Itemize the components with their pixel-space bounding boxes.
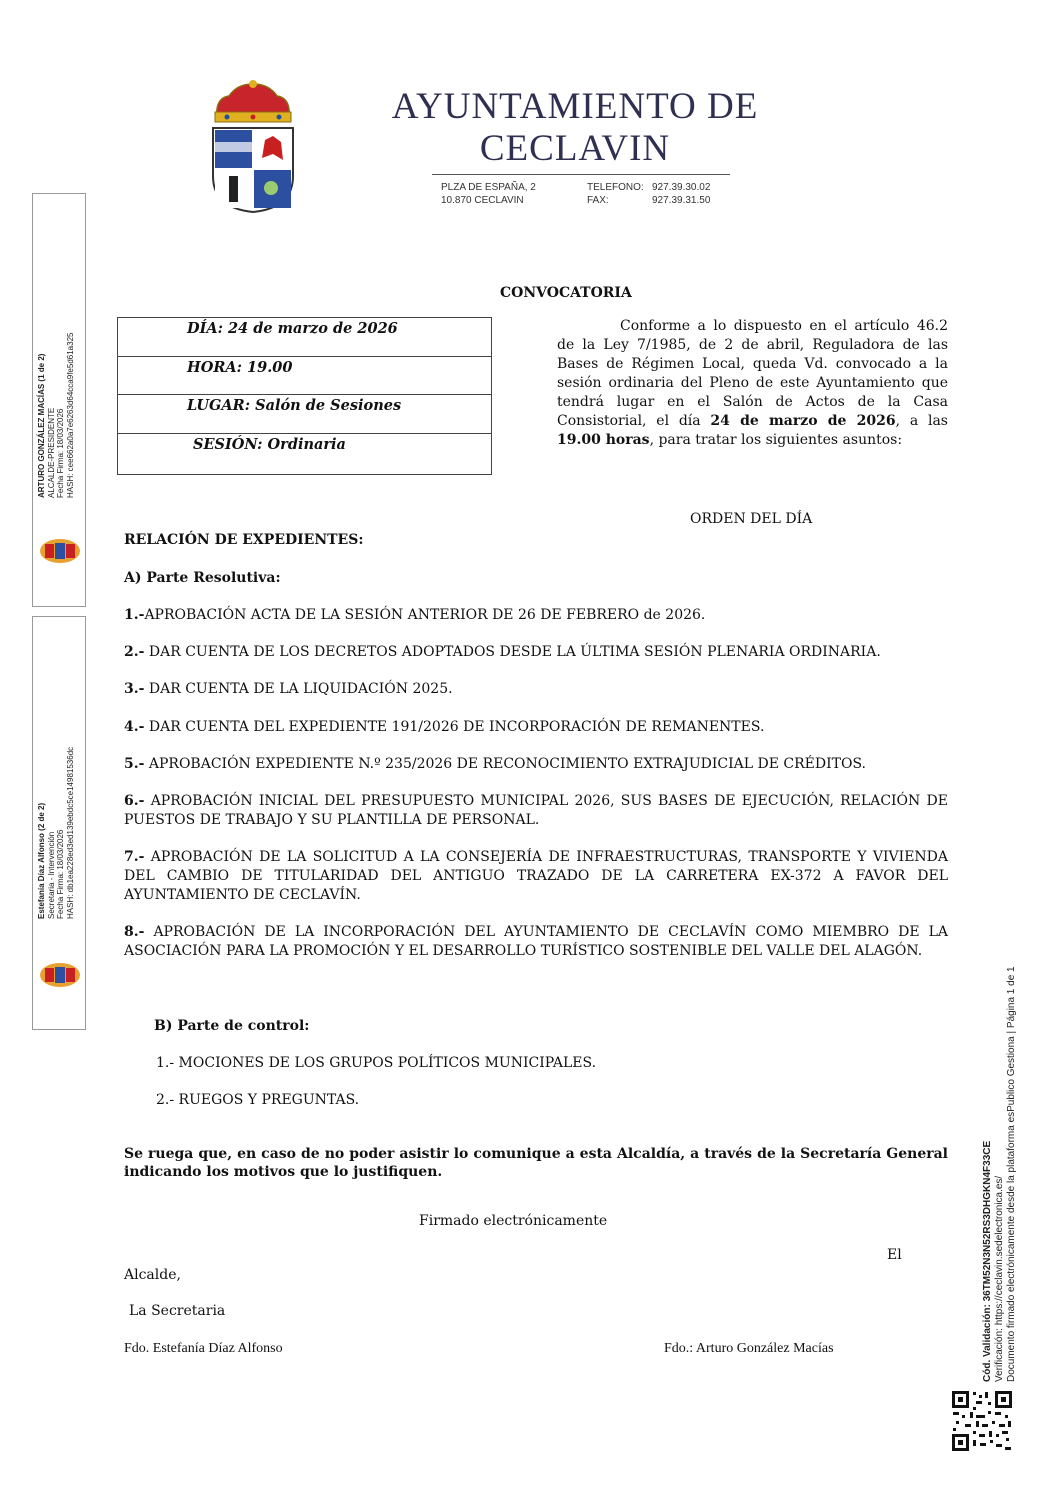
stamp-1-logo [39,538,81,564]
intro-part-3: , para tratar los siguientes asuntos: [649,432,903,448]
address-line-1: PLZA DE ESPAÑA, 2 [441,182,536,193]
stamp-2-name: Estefanía Díaz Alfonso (2 de 2) [37,802,46,919]
parte-b-heading: B) Parte de control: [154,1018,310,1034]
fdo-secretaria: Fdo. Estefanía Díaz Alfonso [124,1341,283,1356]
stamp-1-name: ARTURO GONZÁLEZ MACÍAS (1 de 2) [37,353,46,498]
address-line-2: 10.870 CECLAVIN [441,195,524,206]
stamp-2-role: Secretaria - Intervención [46,831,56,919]
intro-paragraph [557,317,948,450]
coat-of-arms-logo [207,80,299,214]
item-text: APROBACIÓN ACTA DE LA SESIÓN ANTERIOR DE 26 DE FEBRERO de 2026. [144,607,706,623]
validation-url: Verificación: https://ceclavin.sedelectronica.es/ [994,1175,1005,1382]
title-line-1: AYUNTAMIENTO DE [391,86,759,127]
info-row-lugar: LUGAR: Salón de Sesiones [118,395,491,434]
stamp-1-hash: HASH: cee662a0a7e6263d64cca9fe5d61a325 [65,332,75,498]
item-number: 2.- [124,644,145,660]
el-label: El [887,1247,902,1263]
agenda-item-1 [124,606,948,625]
agenda-item-8 [124,923,948,961]
signature-stamp-2 [32,616,86,1030]
header-divider [432,174,730,175]
agenda-item-7 [124,848,948,906]
info-row-dia: DÍA: 24 de marzo de 2026 [118,318,491,357]
phone-number: 927.39.30.02 [652,182,711,193]
validation-platform: Documento firmado electrónicamente desde la plataforma esPublico Gestiona | Página 1 de 1 [1006,966,1017,1382]
signature-stamp-1 [32,193,86,607]
validation-code: Cód. Validación: 36TM52N3N52RS3DHGKN4F33CE [982,1140,993,1382]
title-line-2: CECLAVIN [479,128,671,169]
intro-time: 19.00 horas [557,432,650,448]
stamp-1-date: Fecha Firma: 18/03/2026 [56,408,65,498]
ruego-paragraph: Se ruega que, en caso de no poder asistir lo comunique a esta Alcaldía, a través de la Secretaría General indicando los motivos que lo justifiquen. [124,1146,948,1180]
info-row-hora: HORA: 19.00 [118,357,491,396]
agenda-item-5 [124,755,948,774]
agenda-item-3 [124,680,948,699]
item-text: DAR CUENTA DE LOS DECRETOS ADOPTADOS DESDE LA ÚLTIMA SESIÓN PLENARIA ORDINARIA. [144,644,881,660]
stamp-2-text [37,747,75,919]
fdo-alcalde: Fdo.: Arturo González Macías [664,1341,834,1356]
item-number: 3.- [124,681,145,697]
item-text: DAR CUENTA DEL EXPEDIENTE 191/2026 DE INCORPORACIÓN DE REMANENTES. [144,719,765,735]
control-item-1: 1.- MOCIONES DE LOS GRUPOS POLÍTICOS MUNICIPALES. [156,1055,597,1071]
item-number: 1.- [124,607,145,623]
stamp-1-role: ALCALDE-PRESIDENTE [46,407,56,498]
item-text: APROBACIÓN DE LA SOLICITUD A LA CONSEJERÍA DE INFRAESTRUCTURAS, TRANSPORTE Y VIVIENDA DEL CAMBIO DE TITULARIDAD DEL ANTIGUO TRAZADO DE LA CARRETERA EX-372 A FAVOR DEL AYUNTAMIENTO DE CECLAVÍN. [124,849,948,904]
validation-text [982,966,1018,1382]
item-text: APROBACIÓN INICIAL DEL PRESUPUESTO MUNICIPAL 2026, SUS BASES DE EJECUCIÓN, RELACIÓN DE PUESTOS DE TRABAJO Y SU PLANTILLA DE PERSONAL. [124,793,948,829]
item-text: DAR CUENTA DE LA LIQUIDACIÓN 2025. [144,681,453,697]
firmado-electronicamente: Firmado electrónicamente [419,1213,608,1229]
item-number: 4.- [124,719,145,735]
item-number: 7.- [124,849,145,865]
relacion-heading: RELACIÓN DE EXPEDIENTES: [124,532,364,548]
stamp-2-hash: HASH: db1ea228ed3ed139ebdc5ce14981536dc [65,746,75,919]
intro-part-1: Conforme a lo dispuesto en el artículo 46.2 de la Ley 7/1985, de 2 de abril, Reguladora de las Bases de Régimen Local, queda Vd. convocado a la sesión ordinaria del Pleno de este Ayuntamiento que tendrá lugar en el Salón de Actos de la Casa Consistorial, el día [557,318,948,429]
item-text: APROBACIÓN DE LA INCORPORACIÓN DEL AYUNTAMIENTO DE CECLAVÍN COMO MIEMBRO DE LA ASOCIACIÓN PARA LA PROMOCIÓN Y EL DESARROLLO TURÍSTICO SOSTENIBLE DEL VALLE DEL ALAGÓN. [124,924,948,960]
intro-date: 24 de marzo de 2026 [710,413,896,429]
agenda-item-6 [124,792,948,830]
item-number: 6.- [124,793,145,809]
agenda-item-2 [124,643,948,662]
parte-a-heading: A) Parte Resolutiva: [124,570,281,586]
info-row-sesion: SESIÓN: Ordinaria [193,435,346,453]
phone-label: TELEFONO: [587,182,644,193]
fax-number: 927.39.31.50 [652,195,711,206]
address-block [441,181,536,207]
agenda-item-4 [124,718,948,737]
qr-code [951,1390,1013,1452]
item-number: 8.- [124,924,145,940]
item-text: APROBACIÓN EXPEDIENTE N.º 235/2026 DE RECONOCIMIENTO EXTRAJUDICIAL DE CRÉDITOS. [144,756,867,772]
stamp-2-logo [39,962,81,988]
orden-del-dia-heading: ORDEN DEL DÍA [690,511,813,527]
stamp-2-date: Fecha Firma: 18/03/2026 [56,829,65,919]
municipality-title [340,86,810,170]
intro-part-2: , a las [895,413,948,429]
session-info-box [117,317,492,475]
stamp-1-text [37,333,75,498]
doc-heading: CONVOCATORIA [500,285,632,301]
fax-label: FAX: [587,195,609,206]
control-item-2: 2.- RUEGOS Y PREGUNTAS. [156,1092,360,1108]
alcalde-label: Alcalde, [124,1267,181,1283]
item-number: 5.- [124,756,145,772]
secretaria-label: La Secretaria [129,1303,226,1319]
